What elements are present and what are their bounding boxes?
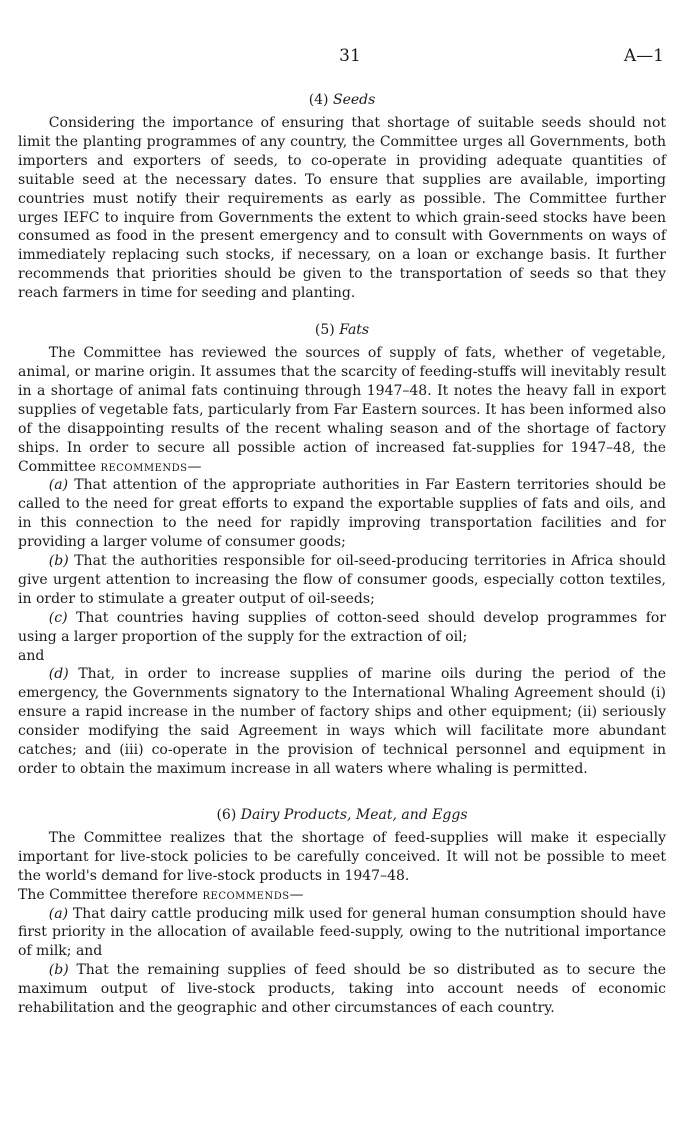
item-label: (b) xyxy=(48,962,69,979)
section-number: (6) xyxy=(216,806,237,823)
page-body xyxy=(18,90,666,1018)
item-text: That the remaining supplies of feed should be so distributed as to secure the maximum output of live-stock products, taking into account needs of economic rehabilitation and the geographic and other circumstances of each country. xyxy=(18,962,666,1017)
item-text: That dairy cattle producing milk used for general human consumption should have first priority in the allocation of available feed-supply, owing to the nutritional importance of milk; and xyxy=(18,905,666,960)
item-label: (a) xyxy=(48,905,69,922)
dairy-recommendation-lead xyxy=(18,886,666,905)
section-title: Dairy Products, Meat, and Eggs xyxy=(240,806,468,823)
item-text: That the authorities responsible for oil-seed-producing territories in Africa should give urgent attention to increasing the flow of consumer goods, especially cotton textiles, in order to stimulate a greater output of oil-seeds; xyxy=(18,553,666,607)
fats-item-a xyxy=(18,476,666,552)
dairy-item-b xyxy=(18,961,666,1018)
lead-text: The Committee therefore xyxy=(18,886,199,903)
fats-intro-paragraph xyxy=(18,344,666,476)
document-reference: A—1 xyxy=(623,46,664,66)
dairy-intro-paragraph: The Committee realizes that the shortage of feed-supplies will make it especially important for live-stock policies to be carefully conceived. It will not be possible to meet the world's demand for live-stock products in 1947–48. xyxy=(18,829,666,884)
recommends-keyword: recommends— xyxy=(100,458,203,475)
section-title: Seeds xyxy=(332,92,376,108)
dairy-item-a xyxy=(18,905,666,962)
fats-item-b xyxy=(18,552,666,609)
item-label: (a) xyxy=(48,477,69,494)
fats-intro-text: The Committee has reviewed the sources of supply of fats, whether of vegetable, animal, or marine origin. It assumes that the scarcity of feeding-stuffs will inevitably result in a shortage of animal fats continuing through 1947–48. It notes the heavy fall in export supplies of vegetable fats, particularly from Far Eastern sources. It has been informed also of the disappointing results of the recent whaling season and of the shortage of factory ships. In order to secure all possible action of increased fat-supplies for 1947–48, the Committee xyxy=(18,345,666,475)
seeds-paragraph: Considering the importance of ensuring that shortage of suitable seeds should not limit the planting programmes of any country, the Committee urges all Governments, both importers and exporters of seeds, to co-operate in providing adequate quantities of suitable seed at the necessary dates. To ensure that supplies are available, importing countries must notify their requirements as early as possible. The Committee further urges IEFC to inquire from Governments the extent to which grain-seed stocks have been consumed as food in the present emergency and to consult with Governments on ways of immediately replacing such stocks, if necessary, on a loan or exchange basis. It further recommends that priorities should be given to the transportation of seeds so that they reach farmers in time for seeding and planting. xyxy=(18,115,666,302)
item-label: (b) xyxy=(48,553,69,570)
section-number: (5) xyxy=(314,322,335,339)
section-heading-seeds xyxy=(18,90,666,110)
recommends-keyword: recommends— xyxy=(202,886,305,903)
section-title: Fats xyxy=(339,322,370,339)
fats-item-d xyxy=(18,665,666,778)
fats-item-c xyxy=(18,609,666,647)
section-heading-fats xyxy=(18,320,666,340)
item-label: (c) xyxy=(48,609,68,626)
page-number: 31 xyxy=(339,46,361,66)
and-connector: and xyxy=(18,647,45,664)
item-text: That, in order to increase supplies of marine oils during the period of the emergency, the Governments signatory to the International Whaling Agreement should (i) ensure a rapid increase in the number of factory ships and other equipment; (ii) seriously consider modifying the said Agreement in ways which will facilitate more abundant catches; and (iii) co-operate in the provision of technical personnel and equipment in order to obtain the maximum increase in all waters where whaling is permitted. xyxy=(18,666,667,777)
item-text: That attention of the appropriate authorities in Far Eastern territories should be called to the need for great efforts to expand the exportable supplies of fats and oils, and in this connection to the need for rapidly improving transportation facilities and for providing a larger volume of consumer goods; xyxy=(18,477,666,551)
section-number: (4) xyxy=(308,92,329,108)
section-heading-dairy xyxy=(18,805,666,825)
item-label: (d) xyxy=(48,666,69,683)
item-text: That countries having supplies of cotton-seed should develop programmes for using a larger proportion of the supply for the extraction of oil; xyxy=(18,609,666,645)
